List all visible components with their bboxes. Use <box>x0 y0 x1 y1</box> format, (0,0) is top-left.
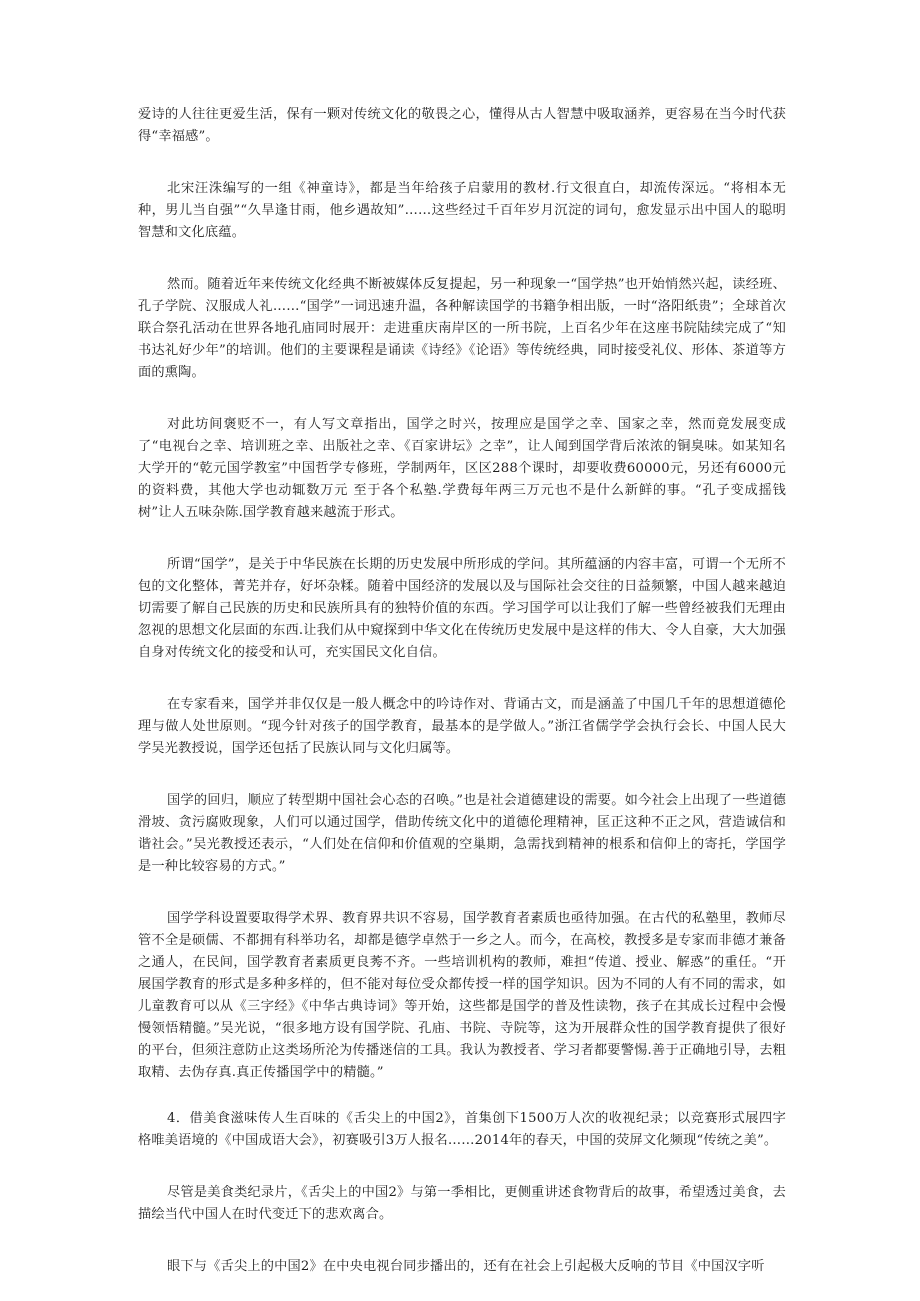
paragraph: 国学的回归，顺应了转型期中国社会心态的召唤。”也是社会道德建设的需要。如今社会上出现了一些道德滑坡、贪污腐败现象，人们可以通过国学，借助传统文化中的道德伦理精神，匡正这种不正之风，营造诚信和谐社会。”吴光教授还表示，“人们处在信仰和价值观的空巢期，急需找到精神的根系和信仰上的寄托，学国学是一种比较容易的方式。” <box>138 793 786 874</box>
paragraph: 对此坊间褒贬不一，有人写文章指出，国学之时兴，按理应是国学之幸、国家之幸，然而竟发展变成了“电视台之幸、培训班之幸、出版社之幸、《百家讲坛》之幸”，让人闻到国学背后浓浓的铜臭味。如某知名大学开的“乾元国学教室”中国哲学专修班，学制两年，区区288个课时，却要收费60000元，另还有6000元的资料费，其他大学也动辄数万元 至于各个私塾.学费每年两三万元也不是什么新鲜的事。“孔子变成摇钱树”让人五味杂陈.国学教育越来越流于形式。 <box>138 417 786 520</box>
paragraph: 爱诗的人往往更爱生活，保有一颗对传统文化的敬畏之心，懂得从古人智慧中吸取涵养，更容易在当今时代获得“幸福感”。 <box>138 107 786 144</box>
document-page <box>138 104 786 1278</box>
paragraph: 4．借美食滋味传人生百味的《舌尖上的中国2》，首集创下1500万人次的收视纪录；以竞赛形式展四字格唯美语境的《中国成语大会》，初赛吸引3万人报名……2014年的春天，中国的荧屏文化频现“传统之美”。 <box>138 1111 786 1148</box>
paragraph: 然而。随着近年来传统文化经典不断被媒体反复提起，另一种现象一“国学热”也开始悄然兴起，读经班、孔子学院、汉服成人礼……“国学”一词迅速升温，各种解读国学的书籍争相出版，一时“洛阳纸贵”；全球首次联合祭孔活动在世界各地孔庙同时展开：走进重庆南岸区的一所书院，上百名少年在这座书院陆续完成了“知书达礼好少年”的培训。他们的主要课程是诵读《诗经》《论语》等传统经典，同时接受礼仪、形体、茶道等方面的熏陶。 <box>138 277 786 380</box>
paragraph: 北宋汪洙编写的一组《神童诗》，都是当年给孩子启蒙用的教材.行文很直白，却流传深远。“将相本无种，男儿当自强”“久旱逢甘雨，他乡遇故知”……这些经过千百年岁月沉淀的词句，愈发显示出中国人的聪明智慧和文化底蕴。 <box>138 181 786 240</box>
paragraph: 在专家看来，国学并非仅仅是一般人概念中的吟诗作对、背诵古文，而是涵盖了中国几千年的思想道德伦理与做人处世原则。“现今针对孩子的国学教育，最基本的是学做人。”浙江省儒学学会执行会长、中国人民大学吴光教授说，国学还包括了民族认同与文化归属等。 <box>138 697 786 756</box>
paragraph: 眼下与《舌尖上的中国2》在中央电视台同步播出的，还有在社会上引起极大反响的节目《中国汉字听 <box>167 1259 765 1274</box>
paragraph: 国学学科设置要取得学术界、教育界共识不容易，国学教育者素质也亟待加强。在古代的私塾里，教师尽管不全是硕儒、不都拥有科举功名，却都是德学卓然于一乡之人。而今，在高校，教授多是专家而非德才兼备之通人，在民间，国学教育者素质更良莠不齐。一些培训机构的教师，难担“传道、授业、解惑”的重任。“开展国学教育的形式是多种多样的，但不能对每位受众都传授一样的国学知识。因为不同的人有不同的需求，如儿童教育可以从《三字经》《中华古典诗词》等开始，这些都是国学的普及性读物，孩子在其成长过程中会慢慢领悟精髓。”吴光说，“很多地方设有国学院、孔庙、书院、寺院等，这为开展群众性的国学教育提供了很好的平台，但须注意防止这类场所沦为传播迷信的工具。我认为教授者、学习者都要警惕.善于正确地引导，去粗取精、去伪存真.真正传播国学中的精髓。” <box>138 911 786 1080</box>
paragraph: 所谓“国学”，是关于中华民族在长期的历史发展中所形成的学问。其所蕴涵的内容丰富，可谓一个无所不包的文化整体，菁芜并存，好坏杂糅。随着中国经济的发展以及与国际社会交往的日益频繁，中国人越来越迫切需要了解自己民族的历史和民族所具有的独特价值的东西。学习国学可以让我们了解一些曾经被我们无理由忽视的思想文化层面的东西.让我们从中窥探到中华文化在传统历史发展中是这样的伟大、令人自豪，大大加强自身对传统文化的接受和认可，充实国民文化自信。 <box>138 557 786 660</box>
paragraph: 尽管是美食类纪录片，《舌尖上的中国2》与第一季相比，更侧重讲述食物背后的故事，希望透过美食，去描绘当代中国人在时代变迁下的悲欢离合。 <box>138 1185 786 1222</box>
